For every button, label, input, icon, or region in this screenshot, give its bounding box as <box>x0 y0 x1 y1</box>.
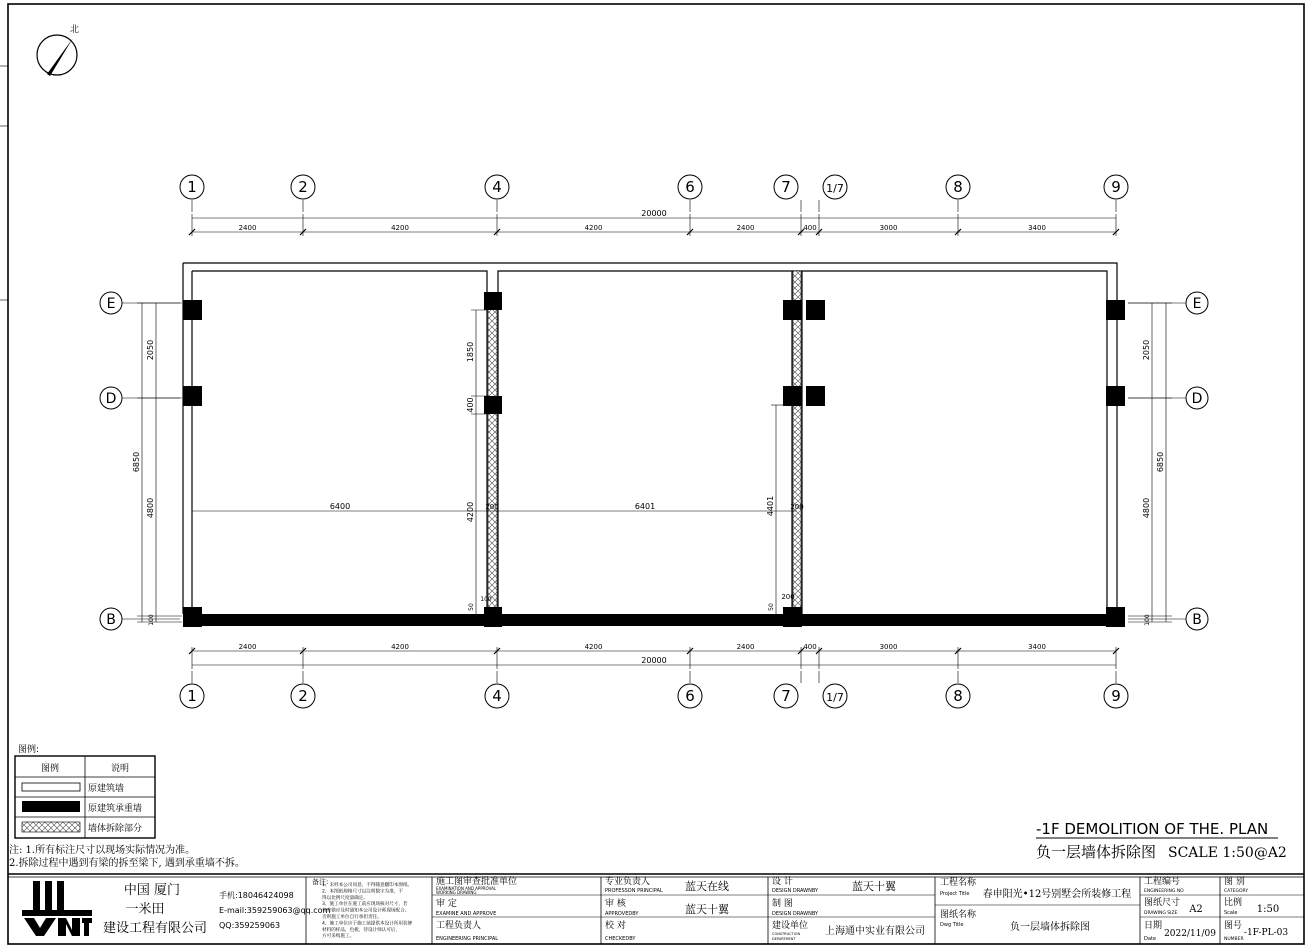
grid-label-9: 9 <box>1111 178 1121 196</box>
grid-label-1-7: 1/7 <box>826 691 844 704</box>
grid-label-9: 9 <box>1111 687 1121 705</box>
dim-seg-top-2: 4200 <box>584 224 603 232</box>
tb-drafter-cn: 制 图 <box>772 899 793 909</box>
tb-note-line: 4、施工单位应于施工前提供本设计所用装修 <box>322 921 413 927</box>
tb-dwg-en: Dwg Title <box>940 922 964 928</box>
bottom-segment-labels <box>239 643 1046 651</box>
tb-date-en: Date <box>1144 936 1156 942</box>
tb-builder-en2: DEPARTMENT <box>772 937 796 941</box>
note-2: 2.拆除过程中遇到有梁的拆至梁下, 遇到承重墙不拆。 <box>9 858 245 869</box>
tb-project-cn: 工程名称 <box>940 878 977 888</box>
top-segment-labels <box>239 224 1046 232</box>
right-tail-dim: 100 <box>1144 614 1151 626</box>
tb-dwg-cn: 图纸名称 <box>940 910 977 920</box>
grid-label-1: 1 <box>187 178 197 196</box>
dim-s1: 50 <box>468 603 475 611</box>
floor-plan <box>183 263 1117 614</box>
row-label-D-right: D <box>1191 391 1203 407</box>
grid-label-1: 1 <box>187 687 197 705</box>
dim-seg-top-3: 2400 <box>736 224 755 232</box>
dim-w2: 6401 <box>634 502 656 511</box>
legend-swatch-demolition <box>22 822 80 832</box>
tb-review-unit-cn: 施工图审查批准单位 <box>436 877 518 887</box>
dim-seg-bot-3: 2400 <box>736 643 755 651</box>
dim-h4: 4401 <box>766 495 775 517</box>
tb-review-cn: 审 定 <box>436 899 457 909</box>
tb-note-line: 方可采购施工。 <box>322 934 355 940</box>
tb-eng-no-cn: 工程编号 <box>1144 877 1181 887</box>
tb-size-value: A2 <box>1189 904 1203 915</box>
drawing-scale: SCALE 1:50@A2 <box>1168 845 1287 861</box>
company-line1: 中国 厦门 <box>123 883 181 898</box>
tb-project-value: 春申阳光•12号别墅会所装修工程 <box>982 889 1132 900</box>
top-total-dim: 20000 <box>641 209 667 218</box>
tb-approver-cn: 审 核 <box>605 899 626 909</box>
dim-seg-top-0: 2400 <box>238 224 257 232</box>
right-ed-dim: 2050 <box>1142 339 1151 361</box>
grid-label-7: 7 <box>781 687 791 705</box>
company-line3: 建设工程有限公司 <box>102 921 208 936</box>
tb-scale-cn: 比例 <box>1224 898 1243 908</box>
dim-s3: 50 <box>768 603 775 611</box>
dim-s4: 200 <box>781 593 795 601</box>
contact-phone: 手机:18046424098 <box>219 891 294 900</box>
tb-approver-en: APPROVEDBY <box>605 911 639 917</box>
legend-row-demolition: 墙体拆除部分 <box>88 824 143 834</box>
legend-row-wall: 原建筑墙 <box>88 784 125 794</box>
tb-date-cn: 日期 <box>1144 921 1163 931</box>
grid-label-1-7: 1/7 <box>826 182 844 195</box>
tb-note-line: 3、施工单位在施工前应现场核对尺寸，若 <box>322 902 408 908</box>
row-bubbles <box>100 292 1208 630</box>
dim-seg-bot-4: 400 <box>803 643 817 651</box>
tb-eng-principal-cn: 工程负责人 <box>436 921 482 931</box>
tb-eng-principal-en: ENGINEERING PRINCIPAL <box>436 936 499 942</box>
drawing-title-en: -1F DEMOLITION OF THE. PLAN <box>1036 820 1269 838</box>
dim-seg-top-4: 400 <box>803 224 817 232</box>
note-1: 注: 1.所有标注尺寸以现场实际情况为准。 <box>9 845 196 856</box>
bearing-wall-bottom <box>183 614 1125 626</box>
tb-note-line: 否则施工单位自行承担责任。 <box>322 915 382 920</box>
dim-seg-bot-6: 3400 <box>1028 643 1046 651</box>
tb-project-en: Project Title <box>940 891 970 897</box>
tb-review-en: EXAMINE AND APPROVE <box>436 911 497 917</box>
dim-seg-bot-1: 4200 <box>391 643 409 651</box>
legend-col2: 说明 <box>110 764 130 774</box>
company-line2: 一米田 <box>125 902 165 917</box>
tb-number-en: NUMBER <box>1224 937 1244 942</box>
tb-dwg-value: 负一层墙体拆除图 <box>1010 922 1090 933</box>
row-label-B-right: B <box>1192 612 1202 628</box>
tb-date-value: 2022/11/09 <box>1164 929 1216 939</box>
left-db-dim: 4800 <box>146 497 155 519</box>
legend-swatch-wall <box>22 783 80 791</box>
grid-label-2: 2 <box>298 687 308 705</box>
bottom-total-dim: 20000 <box>641 656 667 665</box>
tb-size-cn: 图纸尺寸 <box>1144 898 1181 908</box>
dim-h3: 4200 <box>466 501 475 523</box>
grid-label-8: 8 <box>953 178 963 196</box>
grid-label-4: 4 <box>492 178 502 196</box>
grid-label-8: 8 <box>953 687 963 705</box>
tb-note-line: 得以比例尺度量确定。 <box>322 895 368 901</box>
tb-designer-value: 蓝天十翼 <box>852 880 896 893</box>
dim-seg-bot-2: 4200 <box>584 643 603 651</box>
tb-prof-principal-cn: 专业负责人 <box>605 877 651 887</box>
row-label-E-right: E <box>1192 296 1202 312</box>
demolition-wall-b <box>793 271 801 610</box>
grid-label-4: 4 <box>492 687 502 705</box>
demolition-wall-a <box>488 308 497 610</box>
tb-note-line: 2、本图纸规格尺寸以注明数字为准，不 <box>322 889 404 895</box>
tb-designer-cn: 设 计 <box>772 877 793 887</box>
dim-seg-bot-5: 3000 <box>879 643 898 651</box>
grid-label-6: 6 <box>685 687 695 705</box>
tb-prof-principal-value: 蓝天在线 <box>685 880 729 893</box>
tb-approver-value: 蓝天十翼 <box>685 903 729 916</box>
left-dimensions <box>137 303 182 622</box>
tb-category-en: CATEGORY <box>1224 889 1249 894</box>
tb-note-line: 材料的样品，色板，待设计师认可后， <box>322 927 401 933</box>
contact-qq: QQ:359259063 <box>219 921 281 930</box>
right-total-dim: 6850 <box>1156 451 1165 473</box>
tb-note-line: 1、未经本公司同意，不得随意翻印本图纸。 <box>322 883 413 888</box>
dim-seg-bot-0: 2400 <box>238 643 257 651</box>
dim-seg-top-6: 3400 <box>1028 224 1046 232</box>
dim-seg-top-5: 3000 <box>879 224 898 232</box>
dim-s2: 100 <box>480 596 492 603</box>
dim-w1: 6400 <box>329 502 351 511</box>
row-label-E-left: E <box>106 296 116 312</box>
tb-review-unit-en2: WORKING DRAWING <box>436 890 477 895</box>
tb-checker-cn: 校 对 <box>605 921 626 931</box>
row-label-B-left: B <box>106 612 116 628</box>
tb-scale-en: Scale <box>1224 910 1238 916</box>
legend-swatch-bearing <box>22 801 80 812</box>
tb-drafter-en: DESIGN DRAWNBY <box>772 911 819 917</box>
tb-size-en: DRAWING SIZE <box>1144 911 1178 916</box>
tb-notes-lines <box>322 881 413 939</box>
grid-label-6: 6 <box>685 178 695 196</box>
drawing-title-cn: 负一层墙体拆除图 <box>1036 843 1157 861</box>
tb-number-cn: 图号 <box>1224 921 1243 931</box>
tb-checker-en: CHECKEDBY <box>605 936 636 942</box>
tb-builder-cn: 建设单位 <box>772 921 809 931</box>
grid-label-7: 7 <box>781 178 791 196</box>
contact-email: E-mail:359259063@qq.com <box>219 906 331 915</box>
legend-title: 图例: <box>18 745 40 755</box>
left-tail-dim: 100 <box>148 614 155 626</box>
legend-row-bearing: 原建筑承重墙 <box>88 804 143 814</box>
right-db-dim: 4800 <box>1142 497 1151 519</box>
tb-designer-en: DESIGN DRAWNBY <box>772 888 819 894</box>
grid-bubbles-top <box>180 175 1128 212</box>
sheet-border <box>8 4 1304 944</box>
tb-builder-en1: CONSTRUCTION <box>772 932 801 936</box>
tb-number-value: -1F-PL-03 <box>1243 928 1289 938</box>
tb-scale-value: 1:50 <box>1256 904 1280 915</box>
dim-wall-b: 200 <box>790 503 804 511</box>
tb-prof-principal-en: PROFESSON PRINCIPAL <box>605 888 663 894</box>
tb-category-cn: 图 别 <box>1224 877 1245 887</box>
tb-review-unit-en1: EXAMINATION AND APPROVAL <box>436 886 497 891</box>
legend-col1: 图例 <box>40 764 60 774</box>
columns <box>183 292 1125 627</box>
dim-wall-a: 200 <box>485 503 499 511</box>
north-arrow-icon <box>37 23 79 76</box>
tb-builder-value: 上海通中实业有限公司 <box>825 926 925 937</box>
company-logo-icon <box>22 881 92 936</box>
row-label-D-left: D <box>105 391 117 407</box>
tb-eng-no-en: ENGINEERING NO <box>1144 889 1184 894</box>
left-total-dim: 6850 <box>132 451 141 473</box>
dim-seg-top-1: 4200 <box>391 224 409 232</box>
tb-notes-label: 备注: <box>312 878 329 886</box>
grid-bubbles-bottom <box>180 671 1128 708</box>
dim-h2: 400 <box>466 397 475 413</box>
north-label: 北 <box>70 25 80 35</box>
tb-note-line: 有差错应及时通知本公司设计师现场配合。 <box>322 908 410 914</box>
grid-label-2: 2 <box>298 178 308 196</box>
left-ed-dim: 2050 <box>146 339 155 361</box>
dim-h1: 1850 <box>466 341 475 363</box>
